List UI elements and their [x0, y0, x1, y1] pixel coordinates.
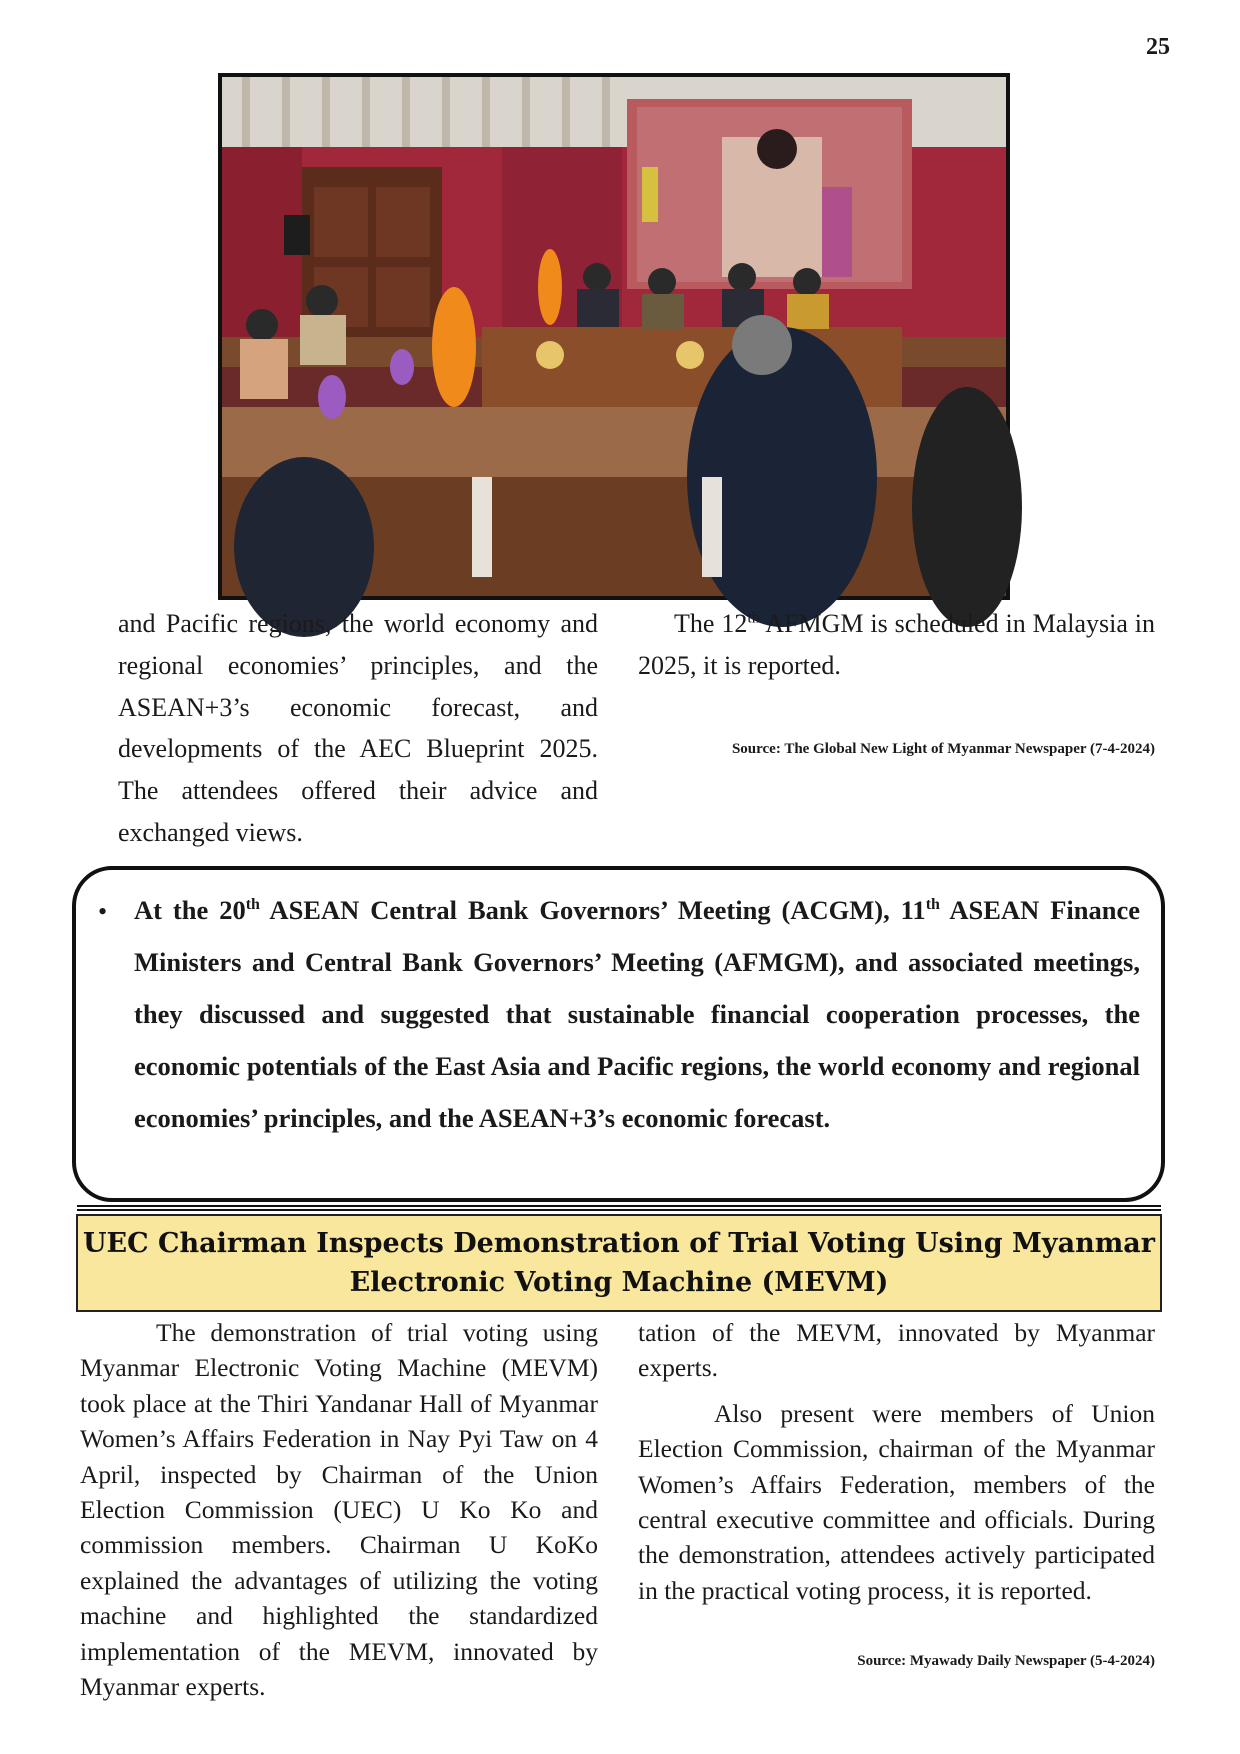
- bullet-icon: •: [98, 897, 108, 926]
- article-column-left: [80, 1315, 598, 1702]
- article-title-box: [76, 1214, 1162, 1312]
- highlight-summary-box: [72, 866, 1165, 1202]
- highlight-text: At the 20th ASEAN Central Bank Governors’ Meeting (ACGM), 11th ASEAN Finance Ministers and Central Bank Governors’ Meeting (AFMGM), and associated meetings, they discussed and suggested that sustainable financial cooperation processes, the economic potentials of the East Asia and Pacific regions, the world economy and regional economies’ principles, and the ASEAN+3’s economic forecast.: [134, 895, 1140, 1133]
- paragraph: The 12th AFMGM is scheduled in Malaysia in 2025, it is reported.: [638, 609, 1156, 680]
- paragraph: The demonstration of trial voting using Myanmar Electronic Voting Machine (MEVM) took place at the Thiri Yandanar Hall of Myanmar Women’s Affairs Federation in Nay Pyi Taw on 4 April, inspected by Chairman of the Union Election Commission (UEC) U Ko Ko and commission members. Chairman U KoKo explained the advantages of utilizing the voting machine and highlighted the standardized implementation of the MEVM, innovated by Myanmar experts.: [80, 1318, 598, 1702]
- article-title-line: UEC Chairman Inspects Demonstration of Trial Voting Using Myanmar: [83, 1228, 1155, 1259]
- paragraph: Also present were members of Union Election Commission, chairman of the Myanmar Women’s Affairs Federation, members of the central executive committee and officials. During the demonstration, attendees actively participated in the practical voting process, it is reported.: [638, 1398, 1155, 1605]
- article-column-right: [638, 1315, 1155, 1608]
- text-column-top-left: [118, 603, 598, 854]
- source-citation: Source: Myawady Daily Newspaper (5-4-2024): [857, 1653, 1155, 1669]
- page-number: 25: [1146, 34, 1170, 60]
- section-divider: [77, 1205, 1161, 1211]
- article-title-line: Electronic Voting Machine (MEVM): [349, 1267, 889, 1298]
- text-column-top-right: [638, 603, 1155, 687]
- paragraph: tation of the MEVM, innovated by Myanmar experts.: [638, 1318, 1155, 1383]
- meeting-photo: [218, 73, 1010, 600]
- source-citation: Source: The Global New Light of Myanmar Newspaper (7-4-2024): [731, 741, 1155, 757]
- paragraph: and Pacific regions, the world economy and regional economies’ principles, and the ASEAN+3’s economic forecast, and developments of the AEC Blueprint 2025. The attendees offered their advice and exchanged views.: [118, 609, 598, 847]
